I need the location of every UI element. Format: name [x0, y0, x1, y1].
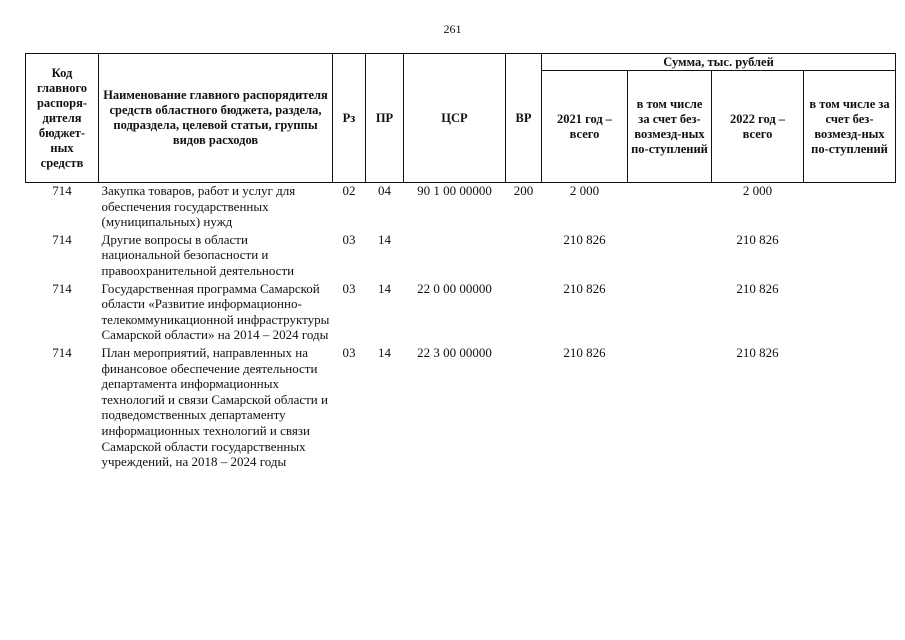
table-row	[26, 345, 896, 472]
row-rz: 03	[342, 344, 356, 360]
row-csr: 90 1 00 00000	[417, 183, 492, 198]
header-2022-total: 2022 год – всего	[712, 71, 804, 183]
table-row	[26, 183, 896, 232]
header-rz: Рз	[333, 54, 366, 183]
header-name: Наименование главного распорядителя средств областного бюджета, раздела, подраздела, целевой статьи, группы видов расходов	[99, 54, 333, 183]
budget-table	[25, 53, 896, 472]
row-name: Закупка товаров, работ и услуг для обеспечения государственных (муниципальных) нужд	[101, 183, 296, 230]
row-2022-free	[804, 183, 896, 232]
row-vr: 200	[513, 183, 534, 198]
row-code: 714	[52, 344, 72, 360]
row-rz: 03	[342, 231, 356, 247]
row-pr: 14	[378, 280, 391, 296]
row-2021-total: 210 826	[563, 280, 606, 296]
row-csr	[404, 232, 506, 281]
row-pr: 04	[378, 183, 391, 198]
row-2022-free	[804, 281, 896, 345]
header-pr: ПР	[366, 54, 404, 183]
row-2021-free	[628, 281, 712, 345]
row-vr	[506, 281, 542, 345]
table-row	[26, 281, 896, 345]
row-name: План мероприятий, направленных на финансовое обеспечение деятельности департамента информационных технологий и связи Самарской области и подведомственных департаменту информационных технологий и связи Самарской области государственных учреждений, на 2018 – 2024 годы	[101, 344, 328, 470]
row-2022-free	[804, 345, 896, 472]
header-sum: Сумма, тыс. рублей	[542, 54, 896, 71]
header-2021-total: 2021 год – всего	[542, 71, 628, 183]
table-row	[26, 232, 896, 281]
row-rz: 03	[342, 280, 356, 296]
row-2021-free	[628, 345, 712, 472]
row-vr	[506, 232, 542, 281]
row-csr: 22 0 00 00000	[417, 280, 492, 296]
row-code: 714	[52, 280, 72, 296]
page-number: 261	[443, 22, 462, 36]
row-2021-total: 210 826	[563, 231, 606, 247]
header-code: Код главного распоря-дителя бюджет-ных средств	[26, 54, 99, 183]
row-2021-free	[628, 232, 712, 281]
row-2021-total: 210 826	[563, 344, 606, 360]
row-vr	[506, 345, 542, 472]
row-pr: 14	[378, 231, 391, 247]
row-code: 714	[52, 231, 72, 247]
row-name: Государственная программа Самарской области «Развитие информационно-телекоммуникационной инфраструктуры Самарской области» на 2014 – 2024 годы	[101, 280, 330, 343]
row-2021-total: 2 000	[569, 183, 600, 198]
header-csr: ЦСР	[404, 54, 506, 183]
header-2022-free: в том числе за счет без-возмезд-ных по-ступлений	[804, 71, 896, 183]
header-vr: ВР	[506, 54, 542, 183]
row-2022-total: 210 826	[736, 280, 779, 296]
row-code: 714	[52, 183, 72, 198]
row-name: Другие вопросы в области национальной безопасности и правоохранительной деятельности	[101, 231, 295, 278]
row-csr: 22 3 00 00000	[417, 344, 492, 360]
row-2021-free	[628, 183, 712, 232]
row-2022-total: 2 000	[742, 183, 773, 198]
row-rz: 02	[342, 183, 356, 198]
row-2022-total: 210 826	[736, 231, 779, 247]
row-2022-total: 210 826	[736, 344, 779, 360]
header-2021-free: в том числе за счет без-возмезд-ных по-ступлений	[628, 71, 712, 183]
row-2022-free	[804, 232, 896, 281]
row-pr: 14	[378, 344, 391, 360]
